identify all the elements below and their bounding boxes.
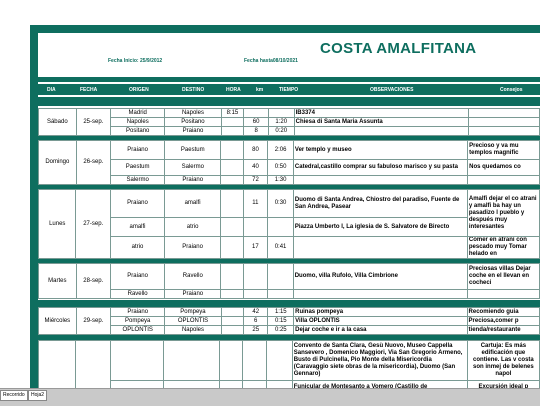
time-cell[interactable]: 2:06	[268, 141, 294, 160]
origin-cell[interactable]: Praiano	[110, 190, 164, 218]
day-cell[interactable]	[39, 341, 76, 389]
day-block-martes	[38, 263, 540, 299]
hour-cell[interactable]	[221, 218, 243, 237]
km-cell[interactable]: 8	[244, 127, 269, 136]
tip-cell[interactable]	[468, 118, 539, 127]
tip-cell[interactable]: tienda/restaurante	[467, 326, 539, 335]
day-cell[interactable]: Lunes	[39, 190, 76, 259]
time-cell[interactable]: 0:15	[268, 317, 294, 326]
origin-cell[interactable]	[110, 381, 164, 389]
km-cell[interactable]: 11	[243, 190, 268, 218]
observation-cell[interactable]: Ver templo y museo	[293, 141, 467, 160]
hour-cell[interactable]	[221, 264, 243, 290]
day-block-domingo	[38, 140, 540, 185]
tip-cell[interactable]: Amalfi dejar el co atrani y amalfi ba hay un pasadizo l pueblo y después muy interesantes	[467, 190, 539, 237]
tip-cell[interactable]	[468, 109, 539, 118]
date-cell[interactable]: 28-sep.	[76, 264, 110, 299]
hour-cell[interactable]	[221, 290, 243, 299]
observation-cell[interactable]: Dejar coche e ir a la casa	[294, 326, 467, 335]
tip-cell[interactable]: Recomiendo guia	[467, 308, 539, 317]
hour-cell[interactable]	[220, 381, 243, 389]
col-header-origen: ORIGEN	[129, 87, 149, 93]
time-cell[interactable]	[268, 290, 293, 299]
observation-cell[interactable]: Ruinas pompeya	[294, 308, 467, 317]
col-header-dia: DIA	[47, 87, 56, 93]
date-cell[interactable]: 25-sep.	[76, 109, 110, 136]
origin-cell[interactable]: Positano	[111, 127, 165, 136]
tip-cell[interactable]: Excursión ideal p	[467, 381, 539, 389]
tip-cell[interactable]: Nos quedamos co	[468, 160, 540, 176]
km-cell[interactable]: 25	[243, 326, 268, 335]
hour-cell[interactable]	[220, 341, 243, 381]
hour-cell[interactable]	[221, 160, 243, 176]
day-block-miercoles	[38, 307, 540, 335]
header-band-top	[38, 77, 540, 82]
origin-cell[interactable]: amalfi	[110, 218, 164, 237]
destination-cell[interactable]: Napoles	[165, 109, 221, 118]
time-cell[interactable]	[267, 381, 292, 389]
origin-cell[interactable]: Ravello	[111, 290, 165, 299]
destination-cell[interactable]: Ravello	[165, 264, 221, 290]
observation-cell[interactable]	[293, 237, 467, 259]
km-cell[interactable]: 42	[243, 308, 268, 317]
col-header-destino: DESTINO	[182, 87, 205, 93]
day-cell[interactable]: Martes	[39, 264, 77, 299]
observation-cell[interactable]: Catedral,castillo comprar su fabuloso marisco y su pasta	[293, 160, 467, 176]
destination-cell[interactable]: Positano	[165, 118, 221, 127]
observation-cell[interactable]: Funicular de Montesanto a Vomero (Castillo de	[292, 381, 467, 389]
observation-cell[interactable]: Convento de Santa Clara, Gesù Nuovo, Museo Cappella Sansevero , Domenico Maggiori, Via San Gregorio Armeno, Busto di Pulcinella, Pio Monte della Misericordia (Caravaggio siete obras de la misericordia), Duomo (San Gennaro)	[292, 341, 467, 381]
km-cell[interactable]	[242, 381, 267, 389]
sheet-title: COSTA AMALFITANA	[320, 40, 477, 57]
origin-cell[interactable]: Madrid	[111, 109, 165, 118]
origin-cell[interactable]: Praiano	[111, 264, 165, 290]
tip-cell[interactable]	[468, 176, 540, 185]
sheet-tab-hoja2[interactable]: Hoja2	[28, 390, 47, 401]
hour-cell[interactable]: 8:15	[221, 109, 244, 118]
hour-cell[interactable]	[221, 127, 244, 136]
observation-cell[interactable]: IB3374	[294, 109, 468, 118]
time-cell[interactable]	[268, 264, 293, 290]
km-cell[interactable]	[243, 264, 267, 290]
destination-cell[interactable]	[164, 341, 220, 381]
destination-cell[interactable]: Salermo	[165, 160, 221, 176]
day-cell[interactable]: Domingo	[39, 141, 77, 185]
destination-cell[interactable]: Praiano	[165, 127, 221, 136]
tip-cell[interactable]: Preciosa,comer p	[467, 317, 539, 326]
destination-cell[interactable]: Paestum	[165, 141, 221, 160]
date-cell[interactable]: 27-sep.	[76, 190, 110, 259]
km-cell[interactable]	[244, 109, 269, 118]
day-block-sabado	[38, 108, 540, 136]
day-block-lunes	[38, 189, 540, 259]
hour-cell[interactable]	[221, 118, 244, 127]
observation-cell[interactable]	[293, 290, 467, 299]
fecha-hasta: Fecha hasta08/10/2021	[244, 58, 298, 64]
time-cell[interactable]: 0:30	[268, 190, 294, 218]
destination-cell[interactable]: Pompeya	[165, 308, 221, 317]
observation-cell[interactable]: Duomo, villa Rufolo, Villa Cimbrione	[293, 264, 467, 290]
time-cell[interactable]: 1:20	[268, 118, 294, 127]
time-cell[interactable]	[268, 109, 294, 118]
km-cell[interactable]: 6	[243, 317, 268, 326]
header-band-bottom	[38, 97, 540, 106]
origin-cell[interactable]: Praiano	[111, 141, 165, 160]
time-cell[interactable]: 0:50	[268, 160, 294, 176]
destination-cell[interactable]: OPLONTIS	[165, 317, 221, 326]
km-cell[interactable]: 40	[243, 160, 268, 176]
tip-cell[interactable]: Precioso y va mu templos magnific	[468, 141, 540, 160]
hour-cell[interactable]	[221, 141, 243, 160]
col-header-tiempo: TIEMPO	[279, 87, 299, 93]
fecha-inicio: Fecha Inicio: 25/9/2012	[108, 58, 163, 64]
destination-cell[interactable]: Napoles	[165, 326, 221, 335]
destination-cell[interactable]	[164, 381, 220, 389]
sheet-tab-recorrido[interactable]: Recorrido	[0, 390, 28, 401]
date-cell[interactable]: 26-sep.	[76, 141, 110, 185]
tip-cell[interactable]: Cartuja: Es más edificación que contiene. Las v costa son inmej de belenes napol	[467, 341, 539, 381]
tip-cell[interactable]	[468, 290, 540, 299]
km-cell[interactable]	[243, 218, 268, 237]
time-cell[interactable]: 1:15	[268, 308, 294, 317]
destination-cell[interactable]: atrio	[165, 218, 221, 237]
time-cell[interactable]: 0:25	[268, 326, 294, 335]
destination-cell[interactable]: Praiano	[165, 237, 221, 259]
km-cell[interactable]	[243, 290, 267, 299]
time-cell[interactable]: 0:41	[268, 237, 294, 259]
observation-cell[interactable]: Piazza Umberto I, La iglesia de S. Salvatore de Birecto	[293, 218, 467, 237]
time-cell[interactable]: 0:20	[268, 127, 294, 136]
col-header-consejos: Consejos	[500, 87, 523, 93]
col-header-hora: HORA	[226, 87, 241, 93]
hour-cell[interactable]	[221, 326, 243, 335]
time-cell[interactable]	[268, 218, 294, 237]
km-cell[interactable]: 17	[243, 237, 268, 259]
hour-cell[interactable]	[221, 176, 243, 185]
col-header-observaciones: OBSERVACIONES	[370, 87, 414, 93]
day-cell[interactable]: Sábado	[39, 109, 77, 136]
hour-cell[interactable]	[221, 190, 243, 218]
destination-cell[interactable]: amalfi	[165, 190, 221, 218]
hour-cell[interactable]	[221, 237, 243, 259]
origin-cell[interactable]: Praiano	[111, 308, 165, 317]
origin-cell[interactable]: Napoles	[111, 118, 165, 127]
observation-cell[interactable]: Chiesa di Santa Maria Assunta	[294, 118, 468, 127]
time-cell[interactable]: 1:30	[268, 176, 294, 185]
observation-cell[interactable]	[294, 127, 468, 136]
date-cell[interactable]	[76, 341, 110, 389]
origin-cell[interactable]: Salermo	[111, 176, 165, 185]
km-cell[interactable]	[242, 341, 267, 381]
col-header-fecha: FECHA	[80, 87, 98, 93]
time-cell[interactable]	[267, 341, 292, 381]
origin-cell[interactable]: Pompeya	[111, 317, 165, 326]
km-cell[interactable]: 80	[243, 141, 268, 160]
sheet-tab-bar	[0, 388, 540, 406]
observation-cell[interactable]: Duomo di Santa Andrea, Chiostro del paradiso, Fuente de San Andrea, Pasear	[293, 190, 467, 218]
origin-cell[interactable]	[110, 341, 164, 381]
tip-cell[interactable]: Comer en atrani con pescado muy Tomar helado en	[467, 237, 539, 259]
day-block-partial	[38, 340, 540, 388]
hour-cell[interactable]	[221, 317, 243, 326]
day-cell[interactable]: Miércoles	[39, 308, 77, 335]
destination-cell[interactable]: Praiano	[165, 290, 221, 299]
destination-cell[interactable]: Praiano	[165, 176, 221, 185]
origin-cell[interactable]: Paestum	[111, 160, 165, 176]
km-cell[interactable]: 72	[243, 176, 268, 185]
hour-cell[interactable]	[221, 308, 243, 317]
km-cell[interactable]: 60	[244, 118, 269, 127]
date-cell[interactable]: 29-sep.	[76, 308, 110, 335]
origin-cell[interactable]: atrio	[110, 237, 164, 259]
tip-cell[interactable]: Preciosas villas Dejar coche en el llevan en cocheci	[468, 264, 540, 290]
observation-cell[interactable]	[293, 176, 467, 185]
tip-cell[interactable]	[468, 127, 539, 136]
day-separator	[38, 300, 540, 307]
origin-cell[interactable]: OPLONTIS	[111, 326, 165, 335]
observation-cell[interactable]: Villa OPLONTIS	[294, 317, 467, 326]
col-header-km: km	[256, 87, 264, 93]
